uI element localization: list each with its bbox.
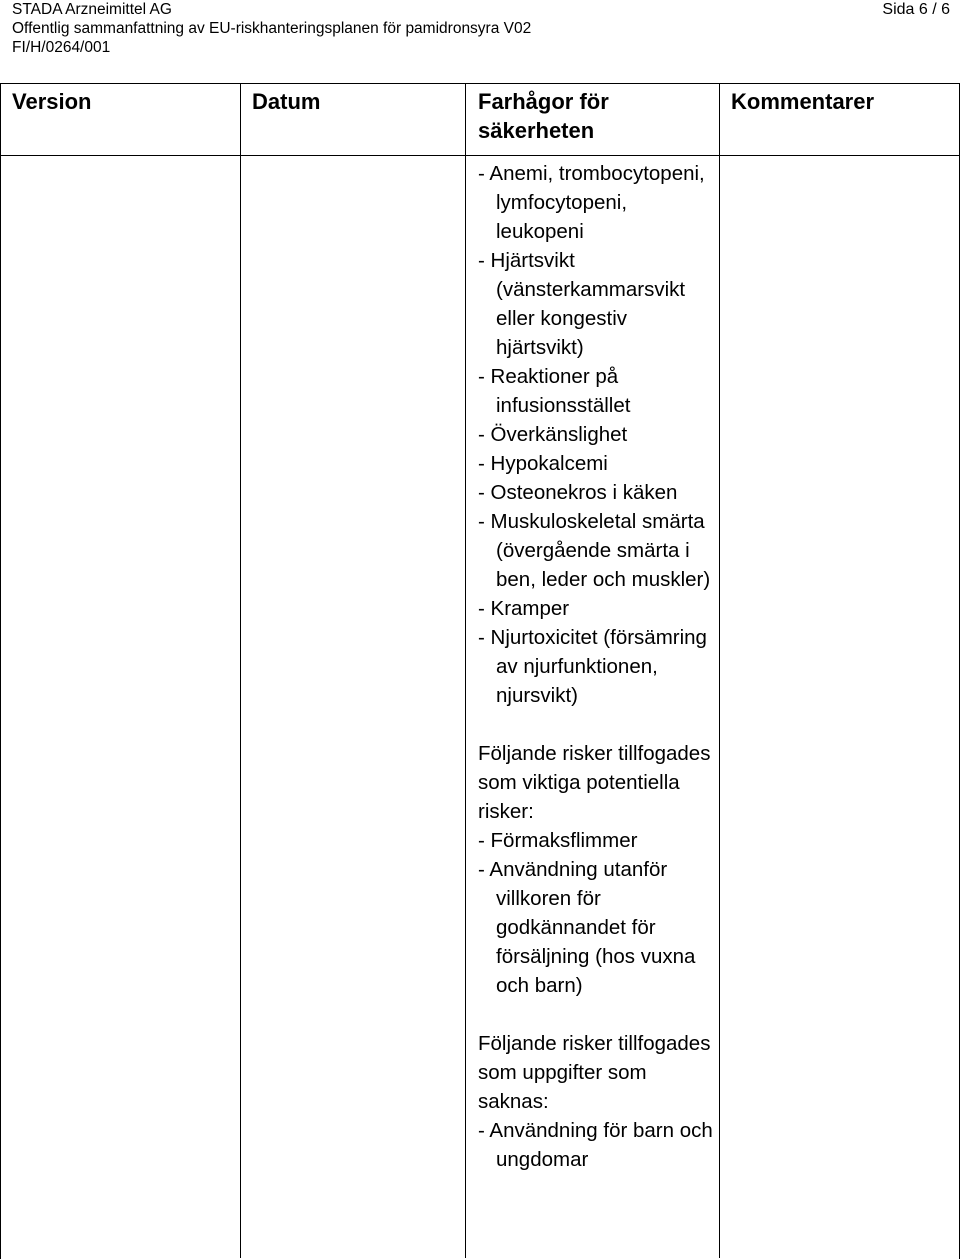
list-item: - Reaktioner på infusionsstället [478, 365, 631, 417]
list-item: - Hypokalcemi [478, 452, 608, 475]
list-item: - Överkänslighet [478, 423, 628, 446]
list-item: - Användning för barn och ungdomar [478, 1119, 713, 1171]
list-a [478, 159, 714, 710]
list-item: - Anemi, trombocytopeni, lymfocytopeni, leukopeni [478, 162, 705, 243]
document-code: FI/H/0264/001 [12, 39, 111, 56]
safety-concerns-cell [478, 159, 714, 1174]
document-subtitle: Offentlig sammanfattning av EU-riskhanteringsplanen för pamidronsyra V02 [12, 20, 532, 37]
list-item: - Förmaksflimmer [478, 829, 638, 852]
list-item: - Hjärtsvikt (vänsterkammarsvikt eller kongestiv hjärtsvikt) [478, 249, 686, 359]
column-divider [240, 83, 241, 1258]
paragraph-missing-information: Följande risker tillfogades som uppgifter som saknas: [478, 1032, 711, 1113]
column-header-line: Farhågor för [478, 89, 609, 114]
column-header-version: Version [12, 89, 92, 114]
column-divider [719, 83, 720, 1258]
page-number: Sida 6 / 6 [882, 1, 950, 18]
list-item: - Njurtoxicitet (försämring av njurfunktionen, njursvikt) [478, 626, 707, 707]
list-item: - Användning utanför villkoren för godkännandet för försäljning (hos vuxna och barn) [478, 858, 696, 997]
column-header-safety-concerns [478, 87, 609, 145]
list-item: - Muskuloskeletal smärta (övergående smärta i ben, leder och muskler) [478, 510, 711, 591]
paragraph-potential-risks: Följande risker tillfogades som viktiga potentiella risker: [478, 742, 711, 823]
page-header [12, 0, 950, 57]
column-header-line: säkerheten [478, 118, 595, 143]
list-item: - Kramper [478, 597, 570, 620]
column-header-datum: Datum [252, 89, 321, 114]
column-header-comments: Kommentarer [731, 89, 875, 114]
header-divider [0, 155, 960, 156]
company-name: STADA Arzneimittel AG [12, 1, 172, 18]
list-item: - Osteonekros i käken [478, 481, 678, 504]
column-divider [465, 83, 466, 1258]
